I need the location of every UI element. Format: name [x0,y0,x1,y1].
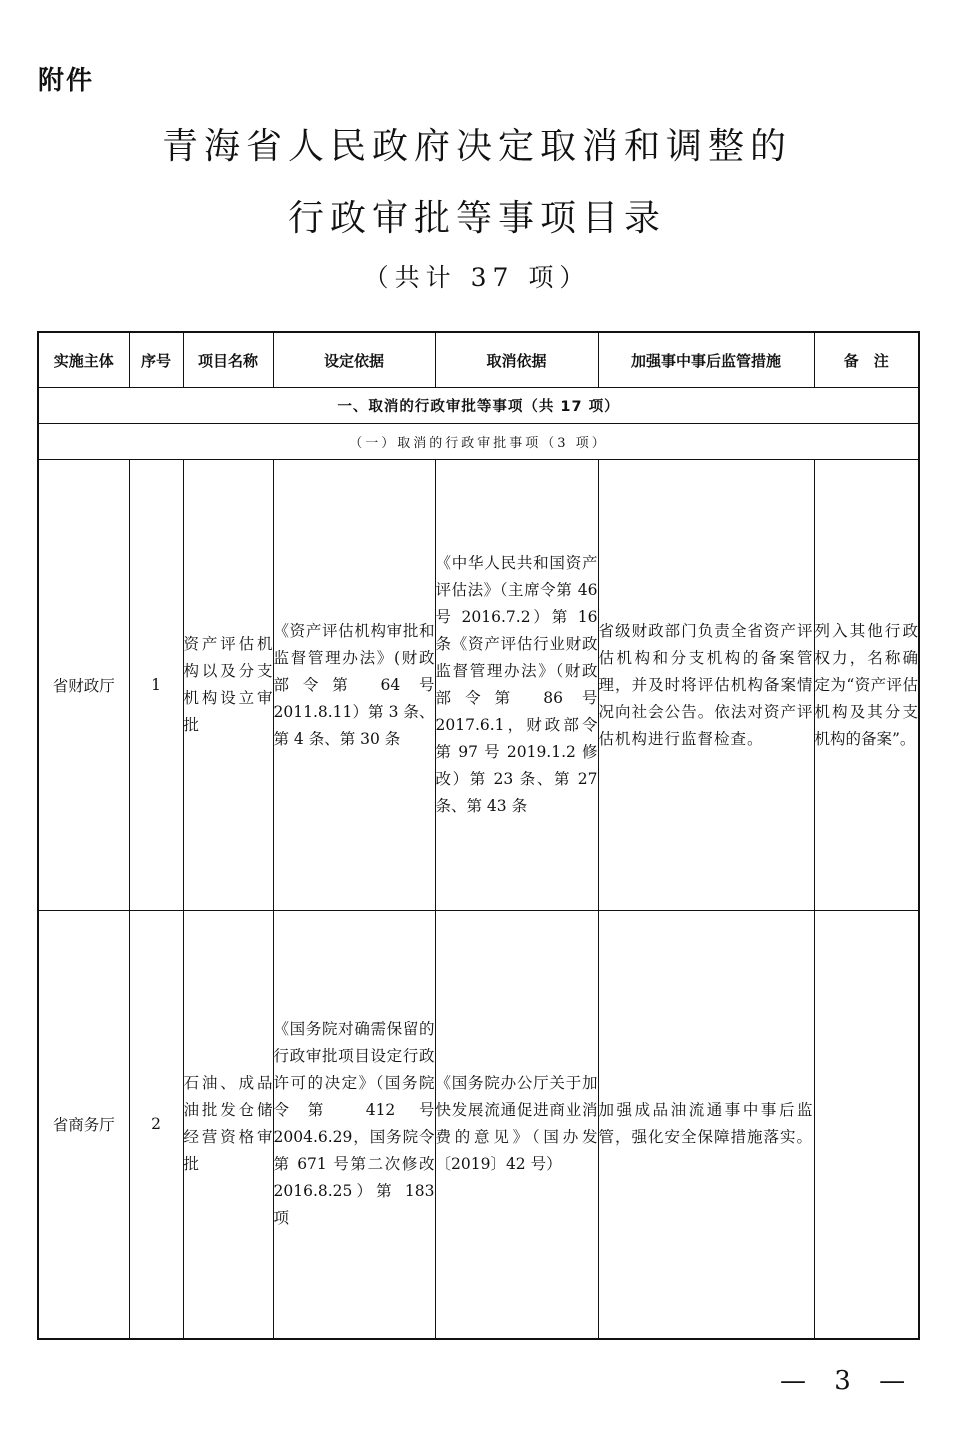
item-name-cell: 石油、成品油批发仓储经营资格审批 [183,911,273,1339]
column-header: 取消依据 [435,332,598,388]
agency-cell: 省商务厅 [38,911,129,1339]
total-count: （共计 37 项） [363,263,591,292]
column-header: 备 注 [814,332,919,388]
cancel-basis-cell: 《中华人民共和国资产评估法》（主席令第 46 号 2016.7.2）第 16 条《资产评估行业财政监督管理办法》（财政部令第 86 号 2017.6.1，财政部令第 97 号 2019.1.2 修改）第 23 条、第 27 条、第 43 条 [435,460,598,911]
number-cell: 2 [129,911,183,1339]
table-row [38,460,919,911]
section-heading-1: 一、取消的行政审批等事项（共 17 项） [38,388,919,424]
subsection-heading: （一）取消的行政审批事项（3 项） [38,424,919,460]
cancel-basis-cell: 《国务院办公厅关于加快发展流通促进商业消费的意见》（国办发〔2019〕42 号） [435,911,598,1339]
item-name-cell: 资产评估机构以及分支机构设立审批 [183,460,273,911]
section-row [38,388,919,424]
measures-cell: 加强成品油流通事中事后监管，强化安全保障措施落实。 [598,911,814,1339]
document-title-line1: 青海省人民政府决定取消和调整的 [161,126,792,167]
column-header: 实施主体 [38,332,129,388]
page-number: — 3 — [780,1366,916,1396]
number-cell: 1 [129,460,183,911]
remarks-cell [814,911,919,1339]
document-title-line2: 行政审批等事项目录 [287,198,666,239]
basis-cell: 《资产评估机构审批和监督管理办法》(财政部令第 64 号 2011.8.11）第 3 条、第 4 条、第 30 条 [273,460,435,911]
column-header: 项目名称 [183,332,273,388]
remarks-cell: 列入其他行政权力，名称确定为“资产评估机构及其分支机构的备案”。 [814,460,919,911]
basis-cell: 《国务院对确需保留的行政审批项目设定行政许可的决定》（国务院令第 412 号 2004.6.29，国务院令第 671 号第二次修改 2016.8.25）第 183 项 [273,911,435,1339]
table-row [38,911,919,1339]
subsection-row [38,424,919,460]
agency-cell: 省财政厅 [38,460,129,911]
column-header: 设定依据 [273,332,435,388]
approval-items-table [37,331,920,1340]
column-header: 加强事中事后监管措施 [598,332,814,388]
column-header: 序号 [129,332,183,388]
measures-cell: 省级财政部门负责全省资产评估机构和分支机构的备案管理，并及时将评估机构备案情况向社会公告。依法对资产评估机构进行监督检查。 [598,460,814,911]
table-header-row [38,332,919,388]
attachment-label: 附件 [38,66,95,96]
